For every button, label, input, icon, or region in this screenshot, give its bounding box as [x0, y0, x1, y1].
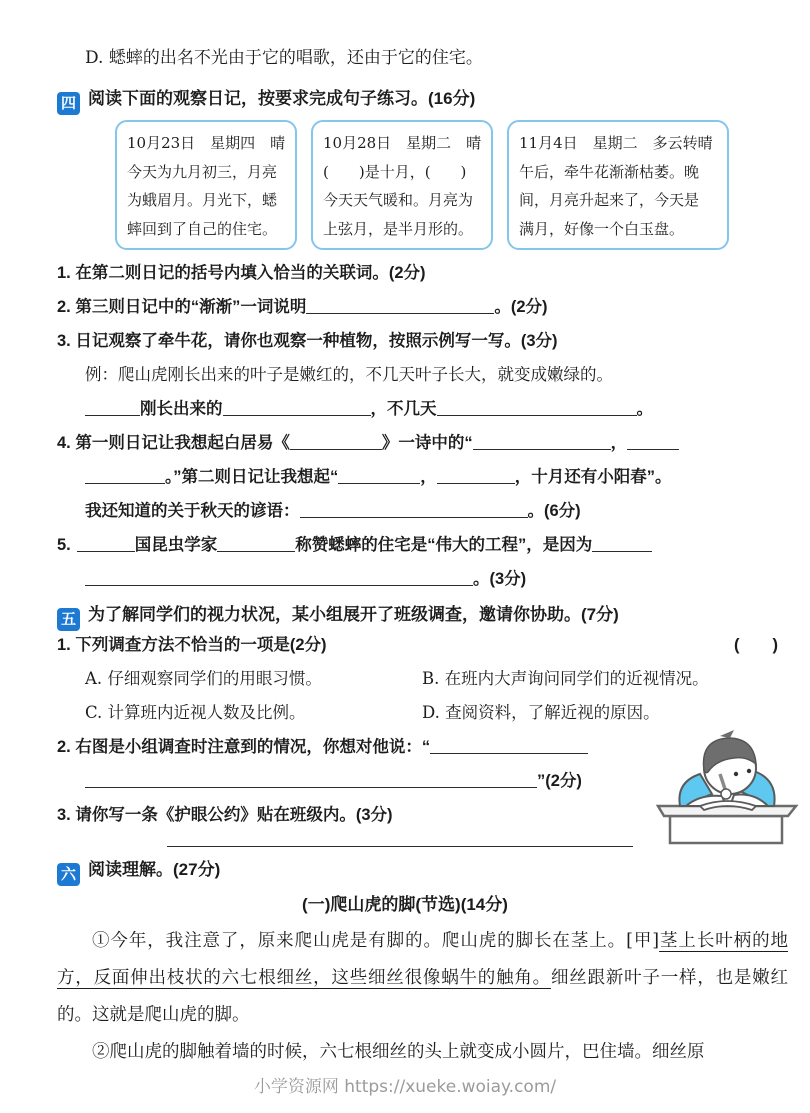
q5-1-options-row1 — [85, 662, 810, 696]
q4-5-seg: 国昆虫学家 — [134, 536, 218, 554]
section-six-title: 阅读理解。(27分) — [88, 860, 221, 879]
option-a: A. 仔细观察同学们的用眼习惯。 — [85, 669, 322, 688]
fill-blank — [77, 537, 135, 552]
q4-3-seg: 。 — [636, 400, 653, 418]
fill-blank — [306, 299, 494, 314]
fill-blank — [338, 469, 420, 484]
section-six-badge: 六 — [57, 863, 80, 886]
passage-underlined-text: 茎上长叶柄的地方，反面伸出枝状的六七根细丝，这些细丝很像蜗牛的触角。 — [57, 931, 788, 988]
fill-blank — [592, 537, 652, 552]
q4-2-score: 。(2分) — [494, 298, 548, 316]
q4-4-seg: ， — [420, 468, 437, 486]
student-illustration — [650, 716, 802, 852]
q4-4-seg: ，十月还有小阳春”。 — [514, 468, 672, 486]
passage-title: (一)爬山虎的脚(节选)(14分) — [302, 895, 508, 914]
q4-4-seg: 4. 第一则日记让我想起白居易《 — [57, 434, 290, 452]
q4-3-fill-line — [85, 392, 810, 426]
diary-1-line: 10月23日 星期四 晴 — [127, 134, 286, 152]
diary-3-line: 午后，牵牛花渐渐枯萎。晚 — [519, 162, 700, 181]
diary-2-line: ( )是十月，( ) — [323, 162, 467, 181]
diary-1-line: 蟀回到了自己的住宅。 — [127, 219, 278, 238]
section-five-badge: 五 — [57, 608, 80, 631]
q5-1-row — [57, 628, 778, 662]
diary-boxes — [115, 120, 810, 250]
q5-2-score: ”(2分) — [537, 772, 582, 790]
diary-3-line: 满月，好像一个白玉盘。 — [519, 219, 685, 238]
q4-4-seg: 》一诗中的“ — [381, 434, 473, 452]
diary-box-2 — [311, 120, 493, 250]
q4-4-line2 — [85, 460, 810, 494]
footer-watermark: 小学资源网 https://xueke.woiay.com/ — [253, 1077, 557, 1097]
fill-blank — [473, 435, 611, 450]
q4-1: 1. 在第二则日记的括号内填入恰当的关联词。(2分) — [57, 264, 426, 282]
choice-option-d: D. 蟋蟀的出名不光由于它的唱歌，还由于它的住宅。 — [85, 48, 483, 68]
q5-1-text: 1. 下列调查方法不恰当的一项是(2分) — [57, 636, 327, 654]
option-d: D. 查阅资料，了解近视的原因。 — [422, 703, 660, 722]
section-four-badge: 四 — [57, 92, 80, 115]
fill-blank — [627, 435, 679, 450]
q4-3-example: 例：爬山虎刚长出来的叶子是嫩红的，不几天叶子长大，就变成嫩绿的。 — [85, 365, 613, 384]
fill-blank — [437, 469, 515, 484]
diary-2-line: 10月28日 星期二 晴 — [323, 134, 482, 152]
q5-3: 3. 请你写一条《护眼公约》贴在班级内。(3分) — [57, 806, 393, 824]
section-five-title: 为了解同学们的视力状况，某小组展开了班级调查，邀请你协助。(7分) — [88, 605, 619, 624]
q5-2-text: 2. 右图是小组调查时注意到的情况，你想对他说：“ — [57, 738, 431, 756]
diary-3-line: 11月4日 星期二 多云转晴 — [519, 134, 713, 152]
fill-blank — [437, 401, 637, 416]
passage-paragraph-1 — [57, 923, 788, 1034]
diary-3-line: 间，月亮升起来了，今天是 — [519, 191, 700, 209]
fill-blank — [217, 537, 295, 552]
section-four-title: 阅读下面的观察日记，按要求完成句子练习。(16分) — [88, 89, 476, 108]
q4-2 — [57, 290, 810, 324]
section-six-heading — [57, 857, 810, 883]
q4-5-seg: 称赞蟋蟀的住宅是“伟大的工程”，是因为 — [295, 536, 593, 554]
q4-3-seg: ，不几天 — [370, 400, 437, 418]
q4-4-seg: 。”第二则日记让我想起“ — [165, 468, 339, 486]
diary-2-line: 今天天气暖和。月亮为 — [323, 191, 474, 209]
fill-blank — [85, 571, 473, 586]
student-writing-icon — [650, 716, 802, 852]
section-five-heading — [57, 602, 810, 628]
reading-passage — [57, 923, 788, 1071]
fill-blank — [85, 773, 537, 788]
passage-paragraph-2: ②爬山虎的脚触着墙的时候，六七根细丝的头上就变成小圆片，巴住墙。细丝原 — [92, 1042, 705, 1062]
q4-5-line2 — [85, 562, 810, 596]
answer-line — [167, 840, 633, 847]
option-c: C. 计算班内近视人数及比例。 — [85, 703, 306, 722]
q4-4-score: 。(6分) — [527, 502, 581, 520]
section-four-heading — [57, 86, 810, 112]
q4-5-seg: 5. — [57, 536, 71, 554]
q4-5-score: 。(3分) — [473, 570, 527, 588]
fill-blank — [430, 739, 588, 754]
answer-brackets: ( ) — [734, 636, 778, 654]
q4-4-line1 — [57, 426, 810, 460]
fill-blank — [300, 503, 528, 518]
passage-text: ①今年，我注意了，原来爬山虎是有脚的。爬山虎的脚长在茎上。[甲] — [92, 931, 660, 951]
diary-1-line: 为蛾眉月。月光下，蟋 — [127, 191, 278, 209]
diary-box-1 — [115, 120, 297, 250]
fill-blank — [85, 469, 165, 484]
q4-3-seg: 刚长出来的 — [140, 400, 223, 418]
q4-4-seg: ， — [610, 434, 628, 452]
passage-text: 细丝跟新叶子一样，也是嫩红的。这就是爬山虎的脚。 — [57, 968, 789, 1025]
diary-box-3 — [507, 120, 729, 250]
diary-1-line: 今天为九月初三，月亮 — [127, 162, 278, 181]
q4-4-seg: 我还知道的关于秋天的谚语： — [85, 502, 300, 520]
q4-4-line3 — [85, 494, 810, 528]
diary-2-line: 上弦月，是半月形的。 — [323, 219, 474, 238]
fill-blank — [290, 435, 382, 450]
q4-5-line1 — [57, 528, 810, 562]
q4-3: 3. 日记观察了牵牛花，请你也观察一种植物，按照示例写一写。(3分) — [57, 332, 558, 350]
q4-2-text: 2. 第三则日记中的“渐渐”一词说明 — [57, 298, 307, 316]
fill-blank — [85, 401, 140, 416]
option-b: B. 在班内大声询问同学们的近视情况。 — [422, 669, 709, 688]
fill-blank — [223, 401, 371, 416]
